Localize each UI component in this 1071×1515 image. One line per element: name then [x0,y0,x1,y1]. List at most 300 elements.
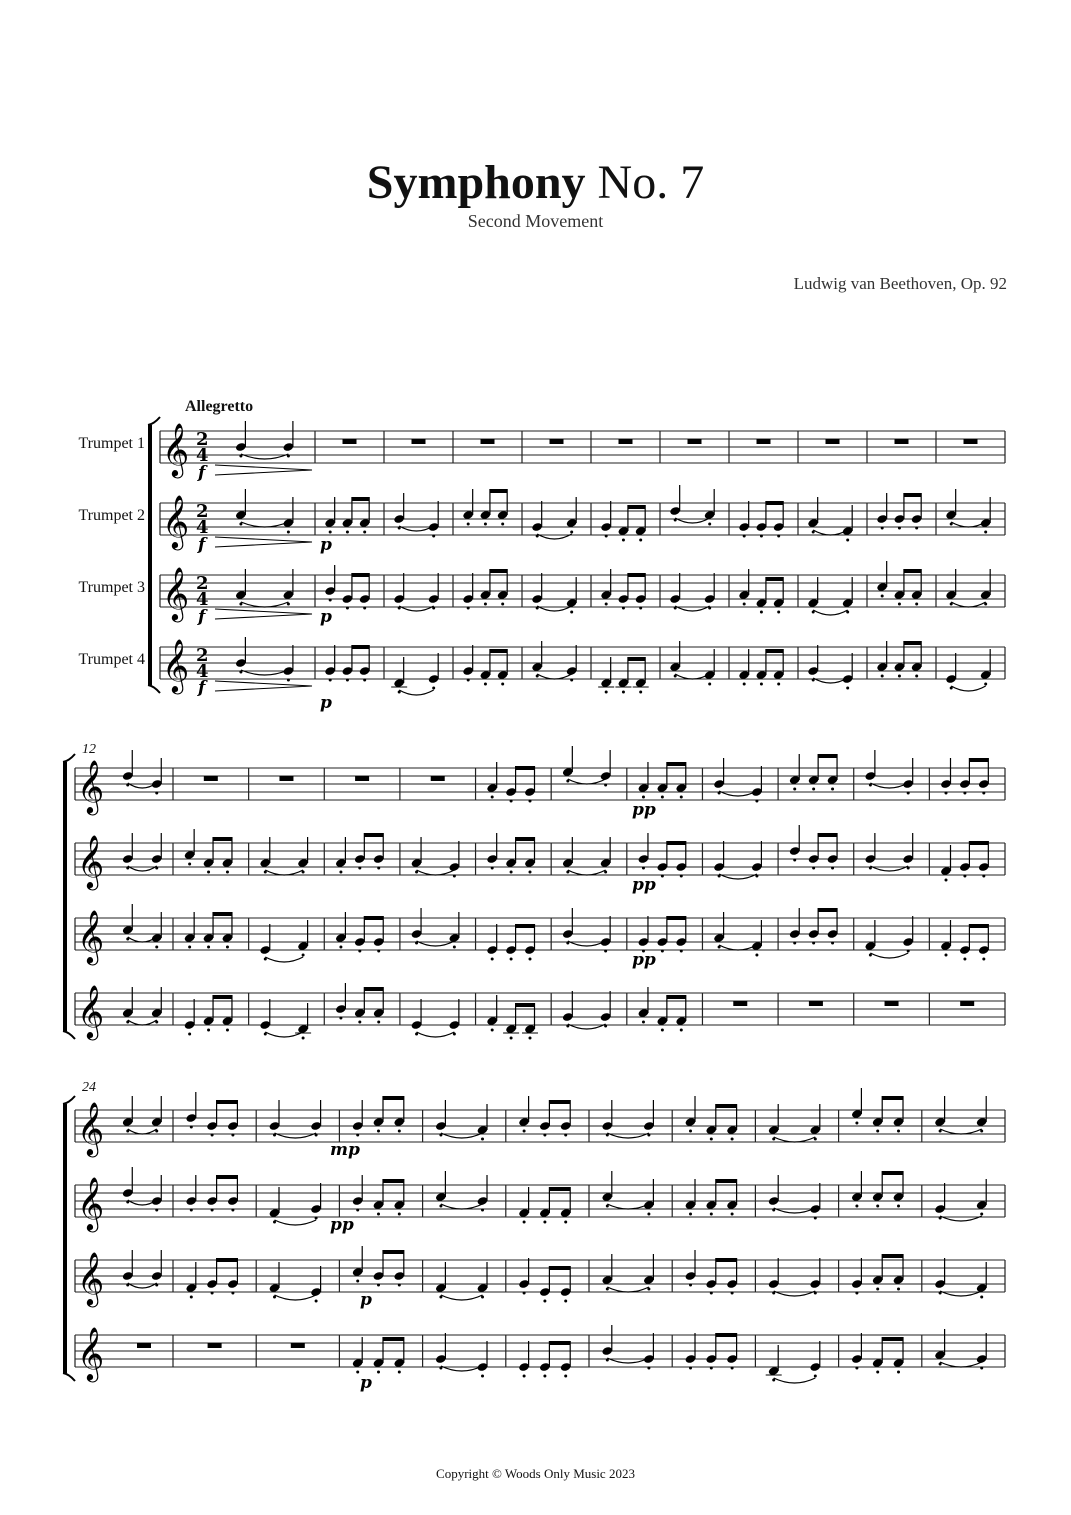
note-beam [516,1003,535,1007]
tie-slur [813,530,848,535]
bracket-top-hook [148,417,160,425]
staccato-dot [760,535,763,538]
note-beam [516,766,535,770]
note-beam [969,758,988,762]
staccato-dot [793,859,796,862]
staccato-dot [605,535,608,538]
staccato-dot [846,687,849,690]
staccato-dot [287,679,290,682]
staccato-dot [984,683,987,686]
staccato-dot [907,792,910,795]
staccato-dot [543,1134,546,1137]
note-beam [549,1187,570,1191]
staccato-dot [647,1213,650,1216]
staccato-dot [491,796,494,799]
staccato-dot [339,871,342,874]
staccato-dot [287,531,290,534]
staccato-dot [358,867,361,870]
staccato-dot [501,683,504,686]
whole-rest [291,1343,305,1348]
tie-slur [940,1362,982,1367]
staccato-dot [743,535,746,538]
tie-slur [241,602,289,607]
staccato-dot [680,950,683,953]
note-beam [766,577,783,581]
tie-slur [568,870,606,875]
staccato-dot [710,1292,713,1295]
staccato-dot [963,792,966,795]
staccato-dot [743,603,746,606]
tie-slur [241,522,289,527]
note-beam [904,569,921,573]
treble-clef: 𝄞 [77,1251,105,1305]
time-signature-numerator: 2 [196,501,209,522]
staccato-dot [188,946,191,949]
staccato-dot [731,1367,734,1370]
staccato-dot [231,1292,234,1295]
tie-slur [719,945,757,950]
note-beam [969,841,988,845]
staccato-dot [876,1130,879,1133]
dynamic-forte: f [198,463,206,483]
staccato-dot [315,1217,318,1220]
staccato-dot [302,954,305,957]
staccato-dot [622,539,625,542]
staccato-dot [543,1375,546,1378]
tie-slur [870,953,908,958]
note-beam [217,1175,238,1179]
staccato-dot [793,788,796,791]
staccato-dot [155,792,158,795]
staccato-dot [564,1375,567,1378]
treble-clef: 𝄞 [77,759,105,813]
staccato-dot [467,523,470,526]
staccato-dot [604,950,607,953]
staccato-dot [432,687,435,690]
staccato-dot [523,1221,526,1224]
staccato-dot [564,1134,567,1137]
tie-slur [774,1137,816,1142]
whole-rest [619,439,633,444]
staccato-dot [846,539,849,542]
staccato-dot [897,1205,900,1208]
tie-slur [265,870,303,875]
whole-rest [809,1001,823,1006]
whole-rest [355,776,369,781]
whole-rest [204,776,218,781]
note-beam [383,1096,404,1100]
whole-rest [208,1343,222,1348]
staccato-dot [570,531,573,534]
staccato-dot [211,1134,214,1137]
staccato-dot [855,1367,858,1370]
dynamic-pianissimo: pp [632,875,656,895]
staccato-dot [731,1213,734,1216]
staccato-dot [881,527,884,530]
treble-clef: 𝄞 [77,909,105,963]
staccato-dot [564,1221,567,1224]
tie-slur [813,610,848,615]
time-signature-denominator: 4 [196,589,209,610]
staccato-dot [481,1375,484,1378]
note-beam [516,924,535,928]
tie-slur [675,674,710,679]
whole-rest [885,1001,899,1006]
staccato-dot [708,683,711,686]
whole-rest [964,439,978,444]
dynamic-mezzo-piano: mp [330,1140,360,1160]
staccato-dot [339,946,342,949]
note-beam [818,754,837,758]
staccato-dot [356,1209,359,1212]
staccato-dot [207,1029,210,1032]
instrument-label-trumpet-2: Trumpet 2 [78,507,145,524]
time-signature-numerator: 2 [196,573,209,594]
staccato-dot [211,1292,214,1295]
staccato-dot [982,792,985,795]
whole-rest [431,776,445,781]
tie-slur [441,1204,483,1209]
dynamic-piano: p [320,693,332,713]
note-beam [352,645,369,649]
staccato-dot [155,1209,158,1212]
whole-rest [960,1001,974,1006]
staccato-dot [831,867,834,870]
staccato-dot [481,1209,484,1212]
staccato-dot [831,942,834,945]
staccato-dot [484,523,487,526]
bracket-bottom-hook [63,1373,75,1381]
staccato-dot [963,875,966,878]
staccato-dot [226,946,229,949]
staccato-dot [876,1205,879,1208]
staccato-dot [529,1037,532,1040]
decrescendo-hairpin [215,681,312,691]
decrescendo-hairpin [215,465,312,475]
staccato-dot [777,611,780,614]
staccato-dot [777,535,780,538]
staccato-dot [642,867,645,870]
staccato-dot [356,1280,359,1283]
staccato-dot [812,942,815,945]
staccato-dot [708,523,711,526]
staccato-dot [481,1138,484,1141]
dynamic-piano: p [360,1373,372,1393]
note-beam [364,916,383,920]
staccato-dot [432,535,435,538]
staccato-dot [377,1371,380,1374]
time-signature-denominator: 4 [196,661,209,682]
dynamic-pianissimo: pp [330,1215,354,1235]
staccato-dot [510,1037,513,1040]
staccato-dot [689,1213,692,1216]
whole-rest [137,1343,151,1348]
staccato-dot [467,607,470,610]
staccato-dot [315,1300,318,1303]
staccato-dot [982,875,985,878]
staccato-dot [814,1217,817,1220]
staccato-dot [984,531,987,534]
staccato-dot [661,796,664,799]
staccato-dot [523,1292,526,1295]
instrument-label-trumpet-1: Trumpet 1 [78,435,145,452]
staccato-dot [814,1375,817,1378]
staccato-dot [211,1209,214,1212]
staccato-dot [329,599,332,602]
staccato-dot [812,867,815,870]
staccato-dot [529,871,532,874]
staccato-dot [339,1017,342,1020]
staccato-dot [363,679,366,682]
staccato-dot [898,527,901,530]
note-beam [716,1179,737,1183]
note-beam [818,833,837,837]
tie-slur [275,1220,317,1225]
treble-clef: 𝄞 [77,1176,105,1230]
note-beam [549,1100,570,1104]
staccato-dot [855,1122,858,1125]
tie-slur [568,779,606,784]
dynamic-piano: p [320,535,332,555]
staccato-dot [358,950,361,953]
staccato-dot [639,607,642,610]
staccato-dot [377,1213,380,1216]
note-beam [383,1250,404,1254]
staccato-dot [963,958,966,961]
dynamic-forte: f [198,607,206,627]
note-beam [716,1258,737,1262]
staccato-dot [680,875,683,878]
title-bold: Symphony [366,156,586,209]
decrescendo-hairpin [215,537,312,547]
staccato-dot [710,1213,713,1216]
time-signature-numerator: 2 [196,645,209,666]
note-beam [628,505,645,509]
treble-clef: 𝄞 [77,834,105,888]
note-beam [766,649,783,653]
staccato-dot [639,539,642,542]
note-beam [716,1333,737,1337]
treble-clef: 𝄞 [162,494,190,548]
time-signature-numerator: 2 [196,429,209,450]
note-beam [882,1337,903,1341]
staccato-dot [356,1371,359,1374]
staccato-dot [731,1138,734,1141]
note-beam [882,1171,903,1175]
staccato-dot [980,1296,983,1299]
staccato-dot [980,1213,983,1216]
staccato-dot [731,1292,734,1295]
note-beam [213,995,232,999]
instrument-label-trumpet-4: Trumpet 4 [78,651,145,668]
dynamic-piano: p [320,607,332,627]
tie-slur [417,870,455,875]
staccato-dot [207,946,210,949]
bracket-top-hook [63,1096,75,1104]
staccato-dot [897,1371,900,1374]
staccato-dot [363,607,366,610]
staccato-dot [639,691,642,694]
staccato-dot [207,871,210,874]
tie-slur [128,1129,157,1134]
time-signature-denominator: 4 [196,517,209,538]
staccato-dot [570,611,573,614]
staccato-dot [831,788,834,791]
dynamic-piano: p [360,1290,372,1310]
tie-slur [940,1129,982,1134]
staccato-dot [710,1367,713,1370]
staccato-dot [484,683,487,686]
note-beam [628,573,645,577]
staccato-dot [356,1134,359,1137]
treble-clef: 𝄞 [77,984,105,1038]
decrescendo-hairpin [215,609,312,619]
whole-rest [688,439,702,444]
staccato-dot [855,1292,858,1295]
staccato-dot [876,1371,879,1374]
staccato-dot [907,950,910,953]
staccato-dot [155,946,158,949]
staccato-dot [980,1367,983,1370]
bracket-bottom-hook [148,685,160,693]
measure-number-system-2: 12 [82,742,96,757]
tie-slur [951,686,986,691]
staccato-dot [855,1205,858,1208]
whole-rest [550,439,564,444]
staccato-dot [564,1300,567,1303]
tie-slur [399,690,434,695]
note-beam [364,833,383,837]
score-subtitle: Second Movement [467,211,604,231]
tie-slur [774,1378,816,1383]
whole-rest [279,776,293,781]
note-beam [352,497,369,501]
staccato-dot [190,1209,193,1212]
staccato-dot [915,527,918,530]
note-beam [516,837,535,841]
treble-clef: 𝄞 [77,1326,105,1380]
staccato-dot [622,691,625,694]
staccato-dot [543,1221,546,1224]
note-beam [383,1337,404,1341]
staccato-dot [897,1288,900,1291]
tie-slur [951,602,986,607]
staccato-dot [689,1284,692,1287]
whole-rest [895,439,909,444]
staccato-dot [510,958,513,961]
staccato-dot [398,1371,401,1374]
staccato-dot [680,1029,683,1032]
staccato-dot [329,531,332,534]
note-beam [818,908,837,912]
staccato-dot [302,1037,305,1040]
tie-slur [607,1287,649,1292]
treble-clef: 𝄞 [162,566,190,620]
staccato-dot [453,946,456,949]
staccato-dot [358,1021,361,1024]
note-beam [490,649,507,653]
tie-slur [537,674,572,679]
note-beam [667,995,686,999]
staccato-dot [491,1029,494,1032]
staccato-dot [510,800,513,803]
staccato-dot [812,788,815,791]
staccato-dot [710,1138,713,1141]
staccato-dot [605,691,608,694]
staccato-dot [760,683,763,686]
staccato-dot [190,1126,193,1129]
whole-rest [481,439,495,444]
staccato-dot [523,1130,526,1133]
note-beam [352,573,369,577]
note-beam [383,1179,404,1183]
note-beam [217,1100,238,1104]
staccato-dot [945,792,948,795]
note-beam [490,569,507,573]
staccato-dot [398,1213,401,1216]
staccato-dot [945,879,948,882]
staccato-dot [377,1130,380,1133]
whole-rest [343,439,357,444]
note-beam [904,641,921,645]
note-beam [667,916,686,920]
staccato-dot [881,675,884,678]
time-signature-denominator: 4 [196,445,209,466]
note-beam [490,489,507,493]
note-beam [882,1254,903,1258]
dynamic-pianissimo: pp [632,950,656,970]
staccato-dot [680,796,683,799]
staccato-dot [491,958,494,961]
staccato-dot [661,1029,664,1032]
staccato-dot [501,523,504,526]
note-beam [549,1341,570,1345]
staccato-dot [329,679,332,682]
whole-rest [757,439,771,444]
whole-rest [733,1001,747,1006]
staccato-dot [346,607,349,610]
note-beam [628,657,645,661]
staccato-dot [898,603,901,606]
staccato-dot [453,875,456,878]
treble-clef: 𝄞 [162,638,190,692]
staccato-dot [377,950,380,953]
dynamic-pianissimo: pp [632,800,656,820]
staccato-dot [661,950,664,953]
staccato-dot [543,1300,546,1303]
staccato-dot [190,1296,193,1299]
note-beam [213,837,232,841]
note-beam [217,1258,238,1262]
staccato-dot [647,1367,650,1370]
staccato-dot [467,679,470,682]
note-beam [716,1104,737,1108]
staccato-dot [570,679,573,682]
staccato-dot [982,958,985,961]
staccato-dot [622,607,625,610]
staccato-dot [661,875,664,878]
tempo-marking: Allegretto [185,398,254,415]
staccato-dot [226,1029,229,1032]
staccato-dot [793,942,796,945]
dynamic-forte: f [198,535,206,555]
staccato-dot [760,611,763,614]
tie-slur [441,1295,483,1300]
staccato-dot [398,1130,401,1133]
staccato-dot [484,603,487,606]
note-beam [549,1266,570,1270]
tie-slur [265,957,303,962]
